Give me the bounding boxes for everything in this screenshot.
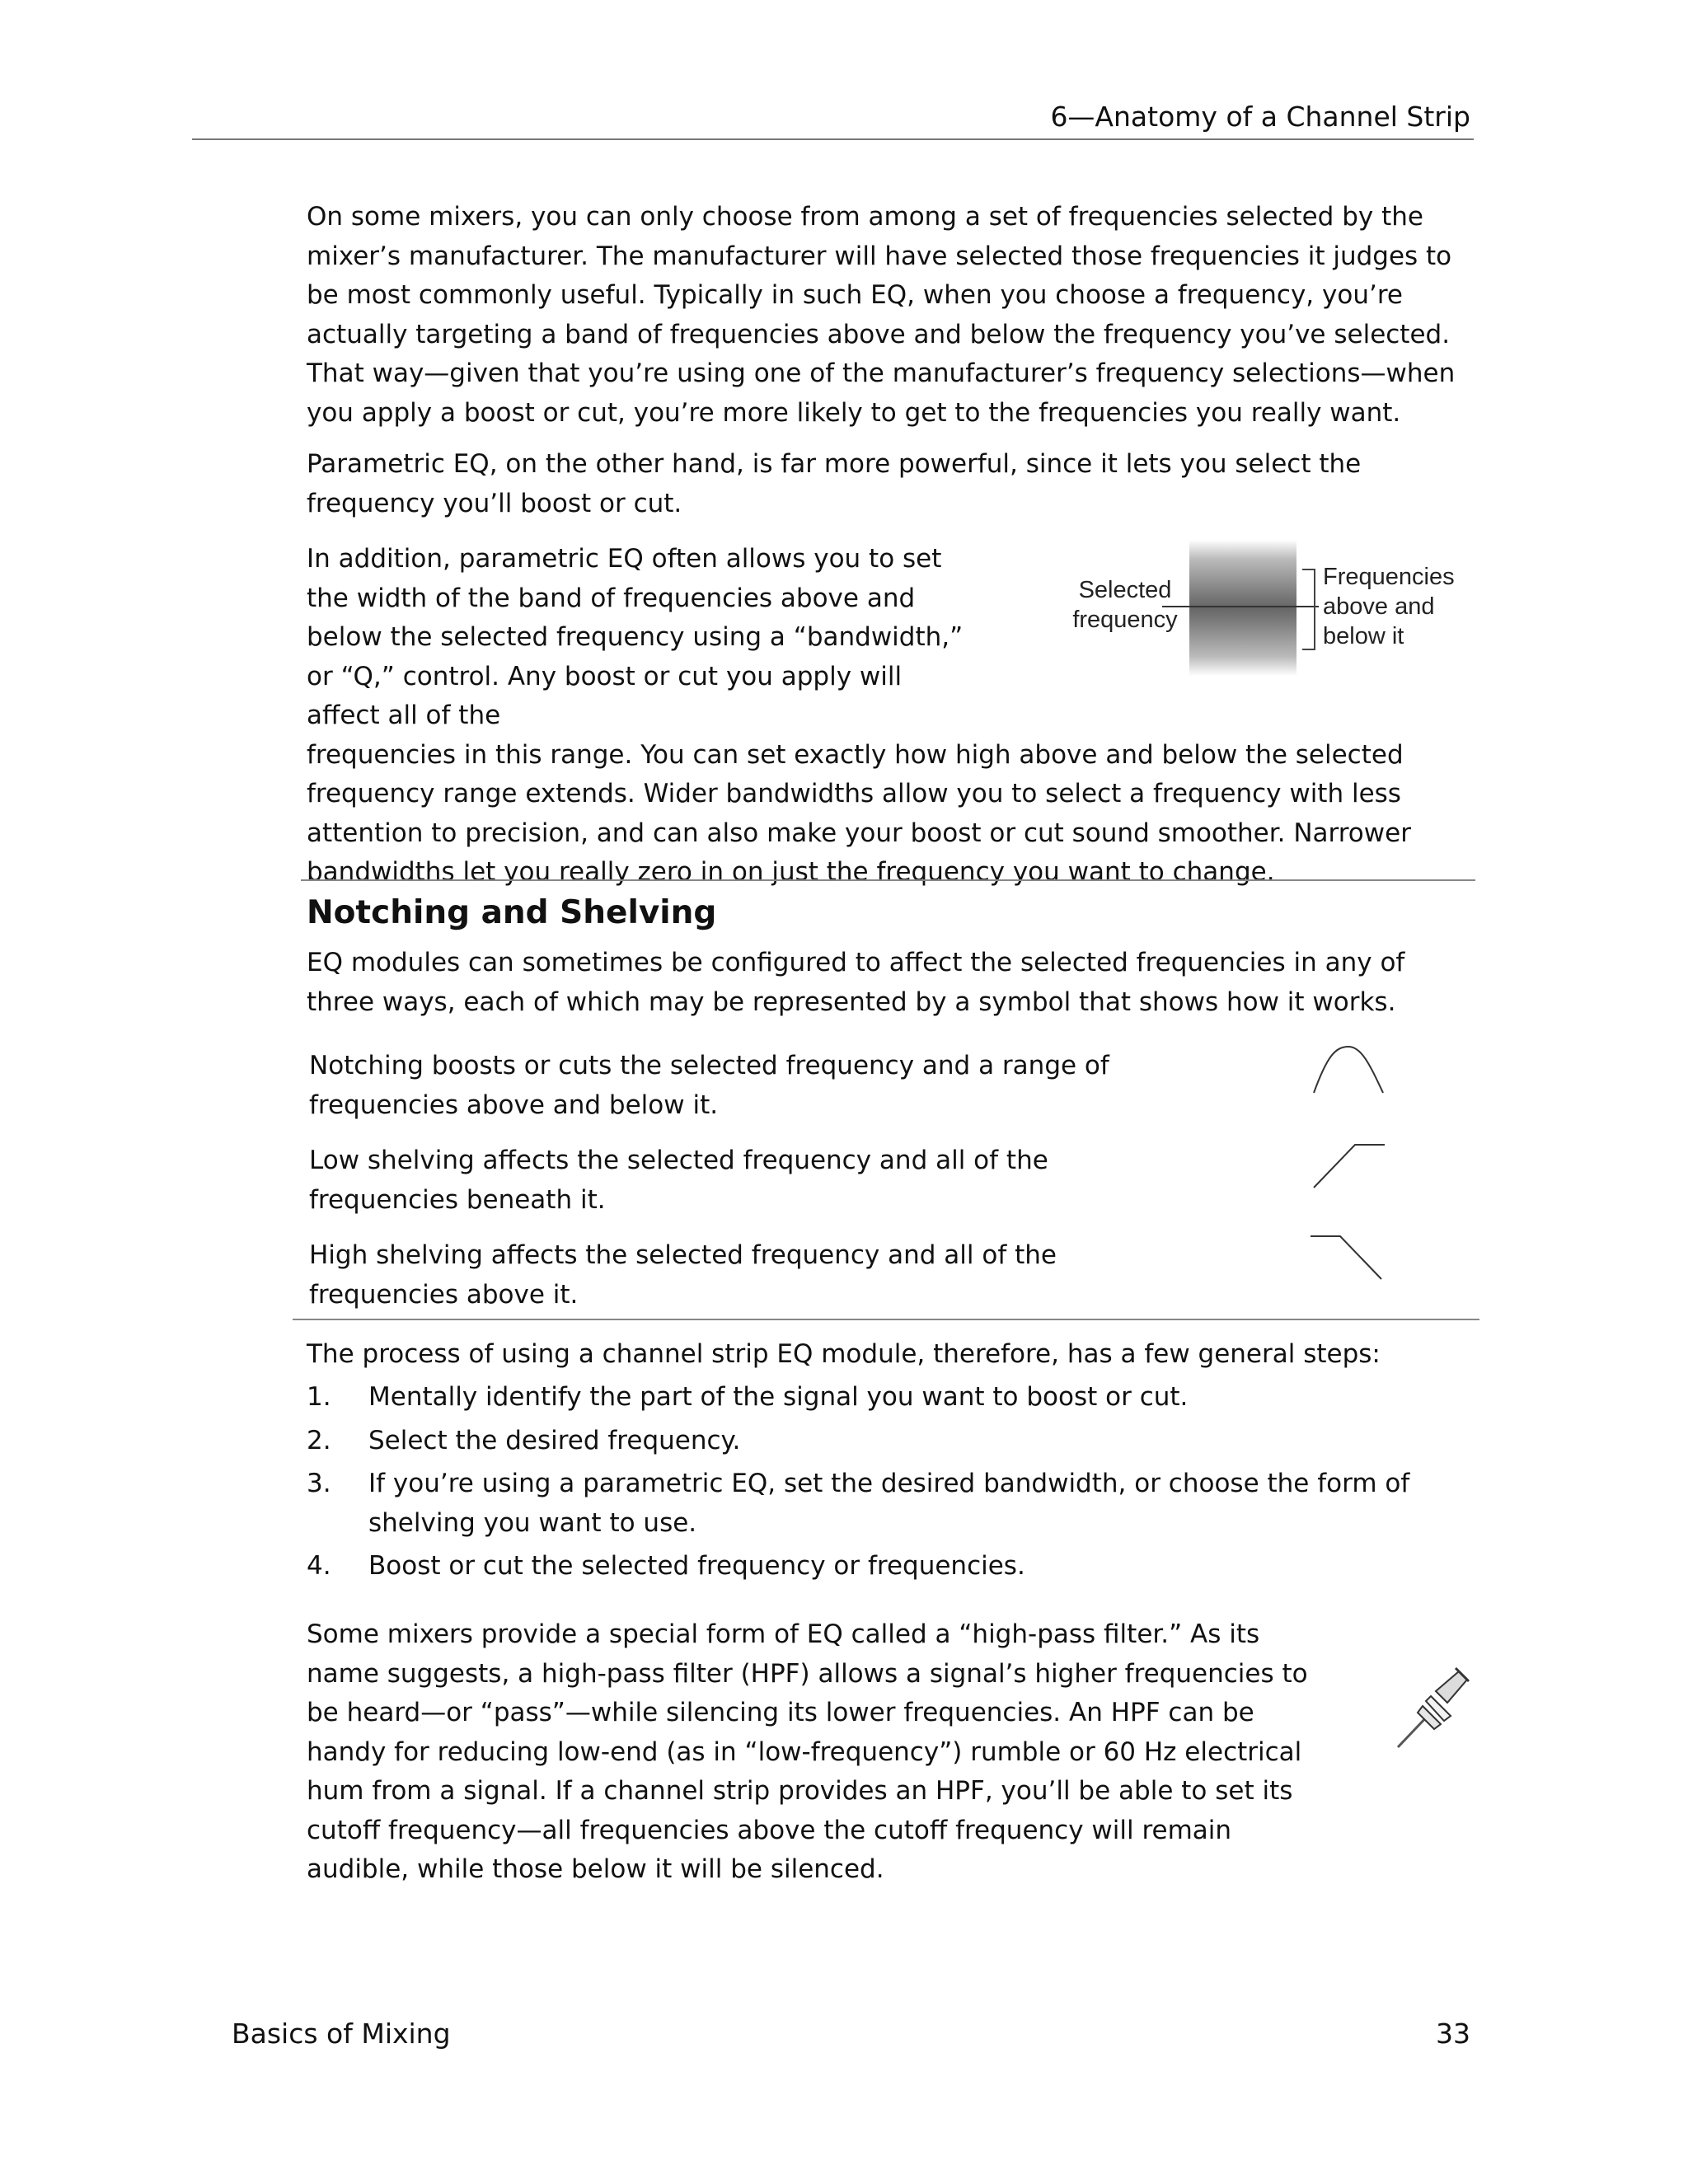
band-range-label (1323, 562, 1488, 651)
step-item (307, 1422, 1477, 1461)
step-item (307, 1465, 1477, 1543)
selected-frequency-label (1055, 575, 1195, 635)
paragraph-parametric-eq: Parametric EQ, on the other hand, is far more powerful, since it lets you select the frequency you’ll boost or cut. (307, 449, 1362, 518)
notch-curve-icon (1311, 1040, 1385, 1098)
band-label-line1: Frequencies (1323, 564, 1455, 590)
paragraph-bandwidth-part1: In addition, parametric EQ often allows you to set the width of the band of frequencies above and below the selected frequency using a “bandwidth,” or “Q,” control. Any boost or cut you apply will affect all of the (307, 544, 964, 730)
paragraph-high-pass-filter: Some mixers provide a special form of EQ called a “high-pass filter.” As its name suggests, a high-pass filter (HPF) allows a signal’s higher frequencies to be heard—or “pass”—while silencing its lower frequencies. An HPF can be handy for reducing low-end (as in “low-frequency”) rumble or 60 Hz electrical hum from a signal. If a channel strip provides an HPF, you’ll be able to set its cutoff frequency—all frequencies above the cutoff frequency will remain audible, while those below it will be silenced. (307, 1619, 1308, 1884)
steps-list (307, 1378, 1477, 1591)
eq-type-low-shelving: Low shelving affects the selected frequency and all of the frequencies beneath it. (309, 1146, 1048, 1215)
selected-label-line2: frequency (1072, 607, 1178, 633)
step-number: 2. (307, 1425, 331, 1455)
header-rule (192, 138, 1474, 140)
low-shelf-icon (1311, 1135, 1385, 1193)
section-divider-bottom (293, 1319, 1479, 1320)
band-label-line2: above and (1323, 593, 1435, 620)
step-item (307, 1547, 1477, 1586)
step-item (307, 1378, 1477, 1418)
paragraph-eq-modules: EQ modules can sometimes be configured to affect the selected frequencies in any of three ways, each of which may be represented by a symbol that shows how it works. (307, 948, 1405, 1017)
paragraph-fixed-frequencies: On some mixers, you can only choose from among a set of frequencies selected by the mixer’s manufacturer. The manufacturer will have selected those frequencies it judges to be most commonly useful. Typically in such EQ, when you choose a frequency, you’re actually targeting a band of frequencies above and below the frequency you’ve selected. That way—given that you’re using one of the manufacturer’s frequency selections—when you apply a boost or cut, you’re more likely to get to the frequencies you really want. (307, 202, 1456, 428)
step-number: 1. (307, 1382, 331, 1412)
footer-book-title: Basics of Mixing (232, 2018, 451, 2050)
bandwidth-figure (1030, 540, 1492, 676)
step-text: Mentally identify the part of the signal you want to boost or cut. (368, 1382, 1189, 1412)
eq-type-high-shelving: High shelving affects the selected frequency and all of the frequencies above it. (309, 1240, 1057, 1310)
pushpin-icon (1393, 1665, 1471, 1751)
step-number: 3. (307, 1469, 331, 1498)
paragraph-bandwidth-part2: frequencies in this range. You can set exactly how high above and below the selected frequency range extends. Wider bandwidths allow you to select a frequency with less attention to precision, and can also make your boost or cut sound smoother. Narrower bandwidths let you really zero in on just the frequency you want to change. (307, 739, 1411, 887)
high-shelf-icon (1311, 1226, 1385, 1284)
step-number: 4. (307, 1551, 331, 1581)
eq-type-notching: Notching boosts or cuts the selected frequency and a range of frequencies above and below it. (309, 1051, 1109, 1120)
section-heading: Notching and Shelving (307, 894, 717, 931)
footer-page-number: 33 (1436, 2018, 1470, 2050)
selected-frequency-line (1162, 606, 1319, 607)
step-text: If you’re using a parametric EQ, set the desired bandwidth, or choose the form of shelving you want to use. (368, 1469, 1410, 1538)
section-divider-top (301, 879, 1475, 881)
step-text: Boost or cut the selected frequency or frequencies. (368, 1551, 1025, 1581)
running-header: 6—Anatomy of a Channel Strip (1050, 101, 1470, 133)
band-label-line3: below it (1323, 623, 1404, 649)
paragraph-process-intro: The process of using a channel strip EQ module, therefore, has a few general steps: (307, 1339, 1381, 1369)
frequency-band-gradient (1189, 540, 1296, 676)
step-text: Select the desired frequency. (368, 1425, 741, 1455)
band-bracket (1302, 569, 1315, 650)
selected-label-line1: Selected (1078, 577, 1172, 603)
